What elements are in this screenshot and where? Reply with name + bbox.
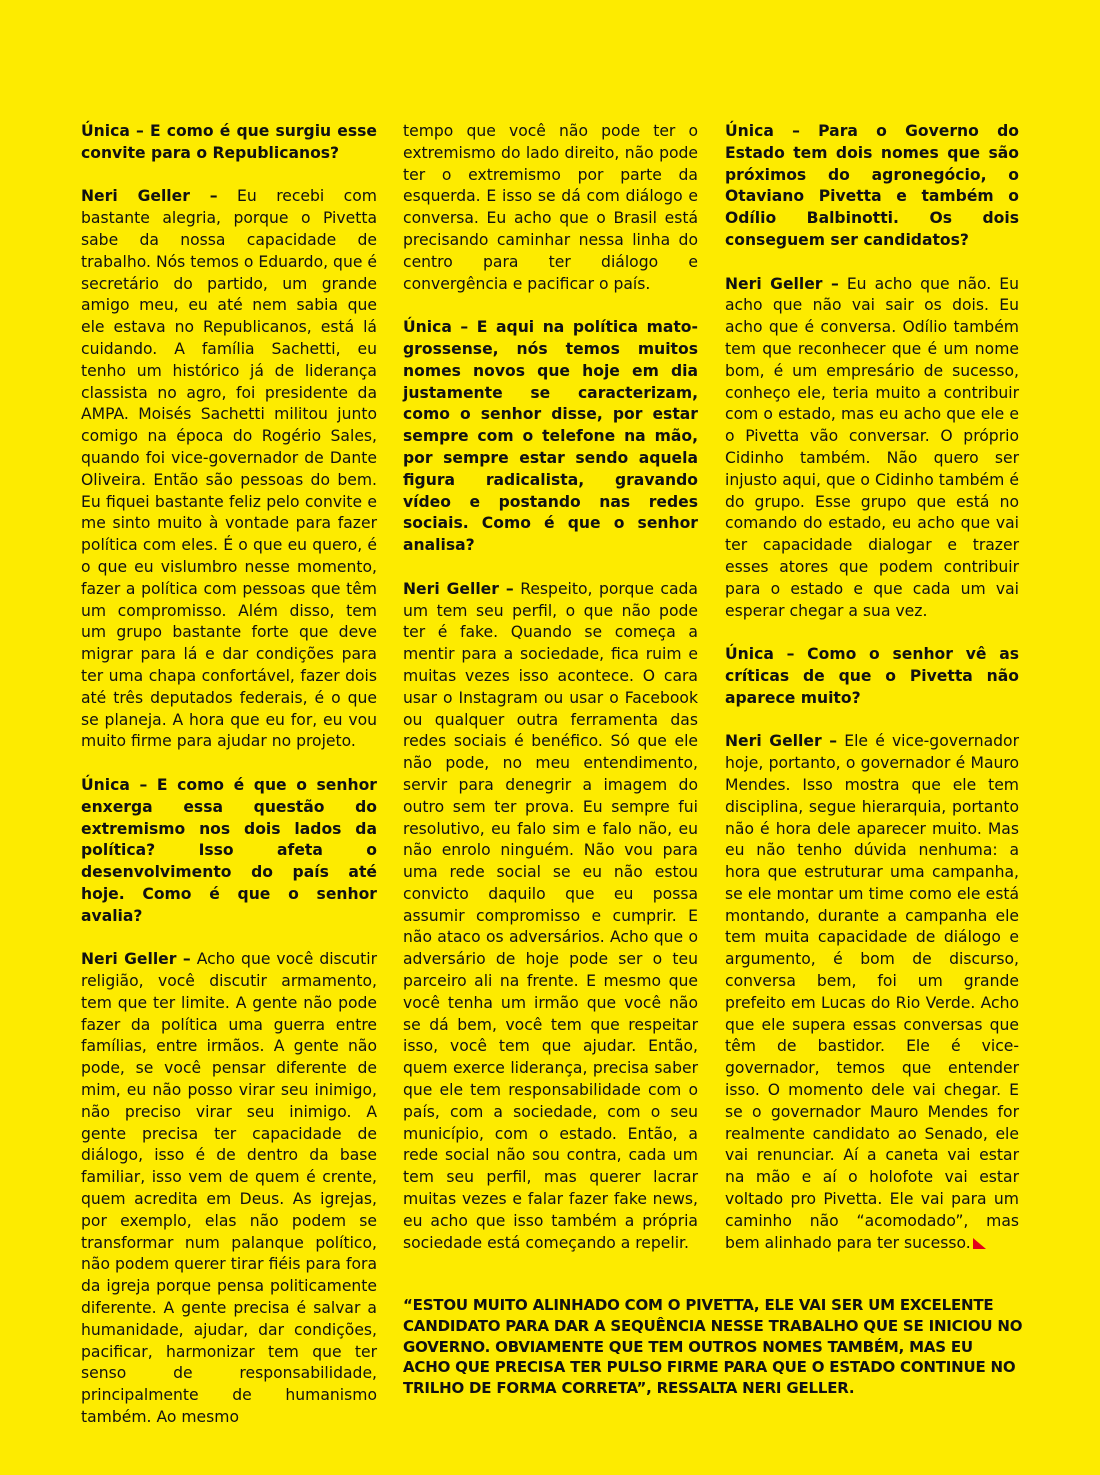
answer-text: Eu recebi com bastante alegria, porque o Pivetta sabe da nossa capacidade de trabalho. Nós temos o Eduardo, que é secretário do partido, um grande amigo meu, eu até nem sabia que ele estava no Republicanos, está lá cuidando. A família Sachetti, eu tenho um histórico já de liderança classista no agro, foi presidente da AMPA. Moisés Sachetti militou junto comigo na época do Rogério Sales, quando foi vice-governador de Dante Oliveira. Então são pessoas do bem. Eu fiquei bastante feliz pelo convite e me sinto muito à vontade para fazer política com eles. É o que eu quero, é o que eu vislumbro nesse momento, fazer a política com pessoas que têm um compromisso. Além disso, tem um grupo bastante forte que deve migrar para lá e dar condições para ter uma chapa confortável, fazer dois até três deputados federais, é o que se planeja. A hora que eu for, eu vou muito firme para ajudar no projeto. <box>81 187 377 751</box>
interview-answer <box>81 186 377 753</box>
interview-question: Única – E aqui na política mato-grossense, nós temos muitos nomes novos que hoje em dia justamente se caracterizam, como o senhor disse, por estar sempre com o telefone na mão, por sempre estar sendo aquela figura radicalista, gravando vídeo e postando nas redes sociais. Como é que o senhor analisa? <box>403 318 698 555</box>
answer-text: Acho que você discutir religião, você discutir armamento, tem que ter limite. A gente não pode fazer da política uma guerra entre famílias, entre irmãos. A gente não pode, se você pensar diferente de mim, eu não posso virar seu inimigo, não preciso virar seu inimigo. A gente precisa ter capacidade de diálogo, isso é de dentro da base familiar, isso vem de quem é crente, quem acredita em Deus. As igrejas, por exemplo, elas não podem se transformar num palanque político, não podem querer tirar fiéis para fora da igreja porque pensa politicamente diferente. A gente precisa é salvar a humanidade, ajudar, dar condições, pacificar, harmonizar tem que ter senso de responsabilidade, principalmente de humanismo também. Ao mesmo <box>81 950 377 1427</box>
article-column-1 <box>81 121 377 1451</box>
interview-question: Única – E como é que o senhor enxerga essa questão do extremismo nos dois lados da política? Isso afeta o desenvolvimento do país até hoje. Como é que o senhor avalia? <box>81 775 377 925</box>
speaker-name: Neri Geller – <box>81 950 191 969</box>
speaker-name: Neri Geller – <box>725 732 838 751</box>
end-of-article-icon <box>973 1238 986 1249</box>
interview-answer <box>403 579 698 1255</box>
interview-question: Única – E como é que surgiu esse convite para o Republicanos? <box>81 122 377 162</box>
article-column-3 <box>725 121 1019 1276</box>
interview-answer <box>725 731 1019 1254</box>
answer-text: Eu acho que não. Eu acho que não vai sair os dois. Eu acho que é conversa. Odílio também tem que reconhecer que é um nome bom, é um empresário de sucesso, conheço ele, teria muito a contribuir com o estado, mas eu acho que ele e o Pivetta vão conversar. O próprio Cidinho também. Não quero ser injusto aqui, que o Cidinho também é do grupo. Esse grupo que está no comando do estado, eu acho que vai ter capacidade dialogar e trazer esses atores que podem contribuir para o estado e que cada um vai esperar chegar a sua vez. <box>725 274 1019 620</box>
interview-answer <box>81 949 377 1429</box>
speaker-name: Neri Geller – <box>81 187 218 206</box>
answer-text: Respeito, porque cada um tem seu perfil, o que não pode ter é fake. Quando se começa a mentir para a sociedade, fica ruim e muitas vezes isso acontece. O cara usar o Instagram ou usar o Facebook ou qualquer outra ferramenta das redes sociais é benéfico. Só que ele não pode, no meu entendimento, servir para denegrir a imagem do outro sem ter prova. Eu sempre fui resolutivo, eu falo sim e falo não, eu não enrolo ninguém. Não vou para uma rede social se eu não estou convicto daquilo que eu possa assumir compromisso e cumprir. E não ataco os adversários. Acho que o adversário de hoje pode ser o teu parceiro ali na frente. E mesmo que você tenha um irmão que você não se dá bem, você tem que respeitar isso, você tem que ajudar. Então, quem exerce liderança, precisa saber que ele tem responsabilidade com o país, com a sociedade, com o seu município, com o estado. Então, a rede social não sou contra, cada um tem seu perfil, mas querer lacrar muitas vezes e falar fazer fake news, eu acho que isso também a própria sociedade está começando a repelir. <box>403 579 698 1252</box>
pull-quote: “ESTOU MUITO ALINHADO COM O PIVETTA, ELE VAI SER UM EXCELENTE CANDIDATO PARA DAR A SEQUÊNCIA NESSE TRABALHO QUE SE INICIOU NO GOVERNO. OBVIAMENTE QUE TEM OUTROS NOMES TAMBÉM, MAS EU ACHO QUE PRECISA TER PULSO FIRME PARA QUE O ESTADO CONTINUE NO TRILHO DE FORMA CORRETA”, RESSALTA NERI GELLER. <box>403 1296 1023 1398</box>
article-column-2 <box>403 121 698 1276</box>
speaker-name: Neri Geller – <box>403 579 514 598</box>
interview-question: Única – Para o Governo do Estado tem dois nomes que são próximos do agronegócio, o Otaviano Pivetta e também o Odílio Balbinotti. Os dois conseguem ser candidatos? <box>725 122 1019 249</box>
interview-answer <box>725 274 1019 623</box>
speaker-name: Neri Geller – <box>725 274 839 293</box>
answer-text: Ele é vice-governador hoje, portanto, o governador é Mauro Mendes. Isso mostra que ele tem disciplina, segue hierarquia, portanto não é hora dele aparecer muito. Mas eu não tenho dúvida nenhuma: a hora que estruturar uma campanha, se ele montar um time como ele está montando, durante a campanha ele tem muita capacidade de diálogo e argumento, é bom de discurso, conversa bem, foi um grande prefeito em Lucas do Rio Verde. Acho que ele supera essas conversas que têm de bastidor. Ele é vice-governador, temos que entender isso. O momento dele vai chegar. E se o governador Mauro Mendes for realmente candidato ao Senado, ele vai renunciar. Aí a caneta vai estar na mão e aí o holofote vai estar voltado pro Pivetta. Ele vai para um caminho não “acomodado”, mas bem alinhado para ter sucesso. <box>725 732 1019 1252</box>
answer-continuation: tempo que você não pode ter o extremismo do lado direito, não pode ter o extremismo por parte da esquerda. E isso se dá com diálogo e conversa. Eu acho que o Brasil está precisando caminhar nessa linha do centro para ter diálogo e convergência e pacificar o país. <box>403 122 698 293</box>
interview-question: Única – Como o senhor vê as críticas de que o Pivetta não aparece muito? <box>725 645 1019 707</box>
